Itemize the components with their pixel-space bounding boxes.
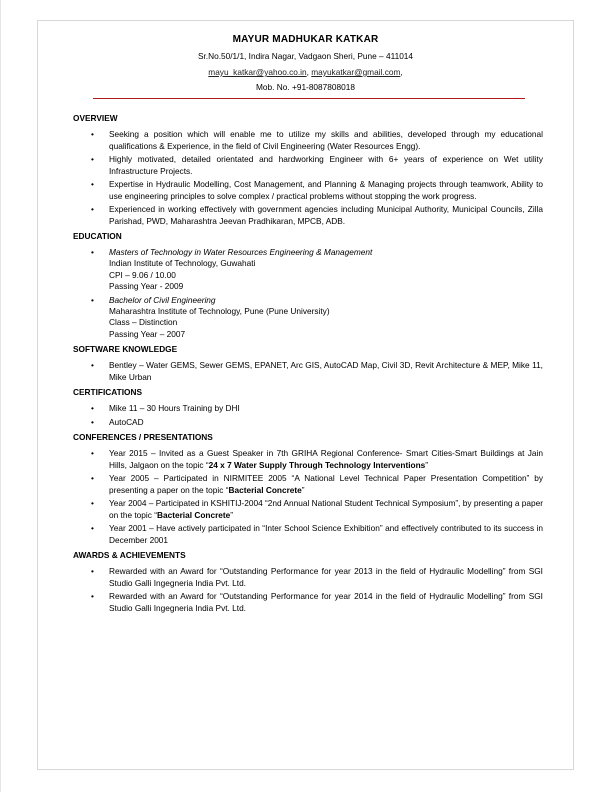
passing-year: Passing Year - 2009 [109, 281, 184, 292]
section-title-awards: AWARDS & ACHIEVEMENTS [73, 549, 186, 560]
list-item-text: Year 2015 – Invited as a Guest Speaker in 7th GRIHA Regional Conference- Smart Cities-Smart Buildings at Jain Hills, Jalgaon on the topic “ [109, 448, 543, 470]
certifications-list [73, 403, 543, 428]
list-item [73, 448, 543, 471]
bullet-icon: • [91, 591, 94, 602]
bullet-icon: • [91, 247, 94, 258]
score-value: CPI – 9.06 / 10.00 [109, 269, 176, 280]
header-divider [93, 98, 525, 99]
candidate-name: MAYUR MADHUKAR KATKAR [232, 34, 379, 45]
institute-name: Maharashtra Institute of Technology, Pune (Pune University) [109, 306, 330, 317]
education-entry [73, 295, 543, 340]
list-item [73, 417, 543, 428]
resume-body [73, 113, 543, 618]
list-item-text: Seeking a position which will enable me to utilize my skills and abilities, developed through my educational qualifications & Experience, in the field of Civil Engineering (Water Resources Engg). [109, 129, 543, 151]
bullet-icon: • [91, 403, 94, 414]
education-list [73, 247, 543, 340]
postal-address: Sr.No.50/1/1, Indira Nagar, Vadgaon Sheri, Pune – 411014 [197, 51, 414, 61]
bullet-icon: • [91, 448, 94, 459]
bullet-icon: • [91, 204, 94, 215]
presentation-topic: 24 x 7 Water Supply Through Technology Interventions [208, 459, 426, 470]
closing-quote: ” [230, 509, 234, 520]
section-title-certifications: CERTIFICATIONS [73, 386, 142, 397]
list-item [73, 473, 543, 496]
email-line [37, 67, 574, 77]
bullet-icon: • [91, 294, 94, 305]
closing-quote: ” [301, 484, 305, 495]
list-item-text: Rewarded with an Award for “Outstanding Performance for year 2014 in the field of Hydraulic Modelling” from SGI Studio Galli Ingegneria India Pvt. Ltd. [109, 591, 543, 613]
resume-header [37, 34, 574, 92]
degree-name: Bachelor of Civil Engineering [109, 294, 216, 305]
closing-quote: ” [425, 459, 429, 470]
list-item [73, 179, 543, 202]
bullet-icon: • [91, 129, 94, 140]
bullet-icon: • [91, 566, 94, 577]
bullet-icon: • [91, 154, 94, 165]
list-item-text: Rewarded with an Award for “Outstanding Performance for year 2013 in the field of Hydraulic Modelling” from SGI Studio Galli Ingegneria India Pvt. Ltd. [109, 566, 543, 588]
list-item-text: AutoCAD [109, 416, 144, 427]
education-entry [73, 247, 543, 292]
bullet-icon: • [91, 523, 94, 534]
passing-year: Passing Year – 2007 [109, 328, 186, 339]
bullet-icon: • [91, 473, 94, 484]
list-item [73, 498, 543, 521]
list-item-text: Year 2005 – Participated in NIRMITEE 2005 “A National Level Technical Paper Presentation Competition” by presenting a paper on the topic “ [109, 473, 543, 495]
list-item [73, 360, 543, 383]
list-item-text: Mike 11 – 30 Hours Training by DHI [109, 403, 240, 414]
list-item-text: Experienced in working effectively with government agencies including Municipal Authority, Municipal Councils, Zilla Parishad, PWD, Maharashtra Jeevan Pradhikaran, MPCB, ADB. [109, 204, 543, 226]
list-item-text: Expertise in Hydraulic Modelling, Cost Management, and Planning & Managing projects through teamwork, Ability to use engineering principles to solve complex / practical problems without stopping the work progress. [109, 179, 543, 201]
mobile-number: Mob. No. +91-8087808018 [256, 82, 355, 92]
list-item-text: Year 2001 – Have actively participated in “Inter School Science Exhibition” and effectively contributed to its success in December 2001 [109, 523, 543, 545]
bullet-icon: • [91, 416, 94, 427]
list-item [73, 403, 543, 414]
list-item-text: Highly motivated, detailed orientated and hardworking Engineer with 6+ years of experience on Wet utility Infrastructure Projects. [109, 154, 543, 176]
section-title-education: EDUCATION [73, 230, 122, 241]
email-separator: , [306, 67, 312, 77]
bullet-icon: • [91, 179, 94, 190]
overview-list [73, 129, 543, 227]
email-link-yahoo[interactable]: mayu_katkar@yahoo.co.in [208, 67, 307, 77]
software-list [73, 360, 543, 383]
score-value: Class – Distinction [109, 317, 178, 328]
email-link-gmail[interactable]: mayukatkar@gmail.com [311, 67, 401, 77]
bullet-icon: • [91, 498, 94, 509]
presentation-topic: Bacterial Concrete [156, 509, 231, 520]
section-title-software: SOFTWARE KNOWLEDGE [73, 343, 178, 354]
awards-list [73, 566, 543, 614]
conferences-list [73, 448, 543, 546]
degree-name: Masters of Technology in Water Resources Engineering & Management [109, 247, 373, 258]
list-item [73, 523, 543, 546]
list-item [73, 566, 543, 589]
list-item-text: Bentley – Water GEMS, Sewer GEMS, EPANET, Arc GIS, AutoCAD Map, Civil 3D, Revit Architecture & MEP, Mike 11, Mike Urban [109, 360, 543, 382]
list-item [73, 154, 543, 177]
presentation-topic: Bacterial Concrete [228, 484, 302, 495]
list-item [73, 204, 543, 227]
institute-name: Indian Institute of Technology, Guwahati [109, 258, 256, 269]
list-item [73, 591, 543, 614]
bullet-icon: • [91, 360, 94, 371]
list-item [73, 129, 543, 152]
section-title-conferences: CONFERENCES / PRESENTATIONS [73, 432, 213, 443]
section-title-overview: OVERVIEW [73, 113, 118, 123]
list-item-text: Year 2004 – Participated in KSHITIJ-2004 “2nd Annual National Student Technical Symposium”, by presenting a paper on the topic “ [109, 498, 544, 520]
email-end-comma: , [400, 67, 403, 77]
